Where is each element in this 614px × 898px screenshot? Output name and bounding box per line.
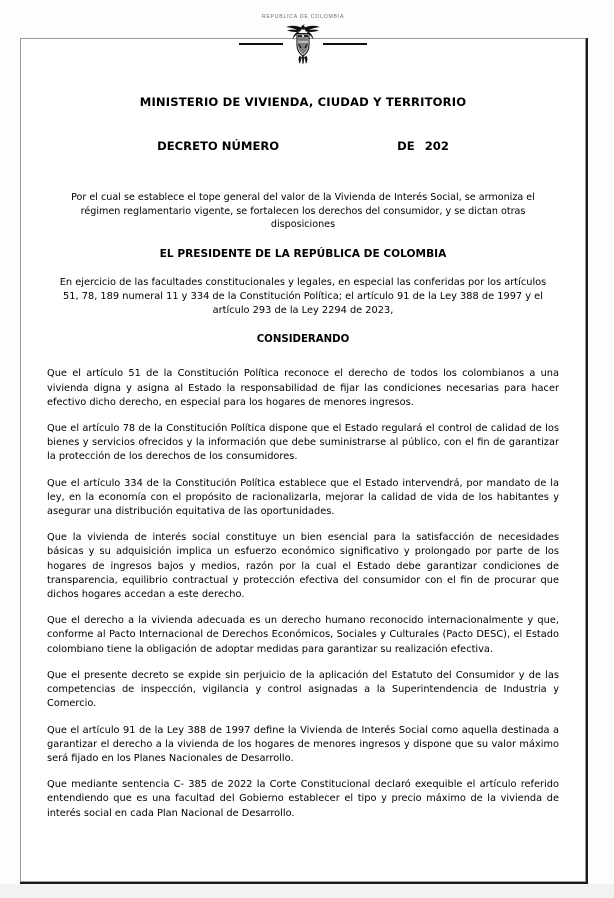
recital-paragraph: Que el presente decreto se expide sin perjuicio de la aplicación del Estatuto del Consumidor y de las competencias de inspección, vigilancia y control asignadas a la Superintendencia de Industria y Comercio.: [47, 669, 559, 710]
legal-faculties: En ejercicio de las facultades constitucionales y legales, en especial las conferidas por los artículos 51, 78, 189 numeral 11 y 334 de la Constitución Política; el artículo 91 de la Ley 388 de 1997 y el artículo 293 de la Ley 2294 de 2023,: [59, 276, 547, 317]
crest-rule-right: [323, 43, 367, 45]
viewer-background: [0, 884, 614, 898]
ministry-title: MINISTERIO DE VIVIENDA, CIUDAD Y TERRITORIO: [139, 95, 467, 109]
recital-paragraph: Que el artículo 51 de la Constitución Política reconoce el derecho de todos los colombianos a una vivienda digna y asigna al Estado la responsabilidad de fijar las condiciones necesarias para hacer efectivo dicho derecho, en especial para los hogares de menores ingresos.: [47, 368, 559, 408]
considering-heading: CONSIDERANDO: [256, 334, 350, 346]
document-content: [47, 95, 559, 821]
crest-rule-left: [239, 43, 283, 45]
decree-number-label: DECRETO NÚMERO: [157, 139, 280, 153]
colombia-coat-of-arms-icon: [283, 23, 323, 65]
authority-title: EL PRESIDENTE DE LA REPÚBLICA DE COLOMBIA: [159, 247, 447, 260]
decree-number-line: [47, 139, 559, 153]
masthead: [21, 15, 585, 65]
recital-paragraph: Que la vivienda de interés social constituye un bien esencial para la satisfacción de necesidades básicas y su adquisición implica un esfuerzo económico significativo y prolongado por parte de los hogares de ingresos bajos y medios, razón por la cual el Estado debe garantizar condiciones de transparencia, equilibrio contractual y protección efectiva del consumidor con el fin de procurar que dichos hogares accedan a este derecho.: [47, 532, 559, 601]
decree-subject: Por el cual se establece el tope general del valor de la Vivienda de Interés Social, se armoniza el régimen reglamentario vigente, se fortalecen los derechos del consumidor, y se dictan otras disposiciones: [71, 192, 535, 231]
recital-paragraph: Que el artículo 78 de la Constitución Política dispone que el Estado regulará el control de calidad de los bienes y servicios ofrecidos y la información que debe suministrarse al público, con el fin de garantizar la protección de los derechos de los consumidores.: [47, 423, 559, 463]
recital-paragraph: Que el artículo 91 de la Ley 388 de 1997 define la Vivienda de Interés Social como aquella destinada a garantizar el derecho a la vivienda de los hogares de menores ingresos y dispone que su valor máximo será fijado en los Planes Nacionales de Desarrollo.: [47, 724, 559, 764]
decree-year-value: 202: [424, 139, 449, 153]
republic-label: REPUBLICA DE COLOMBIA: [261, 14, 345, 20]
recital-paragraph: Que el derecho a la vivienda adecuada es un derecho humano reconocido internacionalmente y que, conforme al Pacto Internacional de Derechos Económicos, Sociales y Culturales (Pacto DESC), el Estado colombiano tiene la obligación de adoptar medidas para garantizar su realización efectiva.: [47, 615, 559, 655]
recital-list: [47, 367, 559, 820]
decree-de-label: DE: [397, 139, 415, 153]
document-page: [20, 14, 586, 882]
crest-row: [21, 23, 585, 65]
recital-paragraph: Que el artículo 334 de la Constitución Política establece que el Estado intervendrá, por mandato de la ley, en la economía con el propósito de racionalizarla, mejorar la calidad de vida de los habitantes y asegurar una distribución equitativa de las oportunidades.: [47, 477, 559, 518]
recital-paragraph: Que mediante sentencia C- 385 de 2022 la Corte Constitucional declaró exequible el artículo referido entendiendo que es una facultad del Gobierno establecer el tipo y precio máximo de la vivienda de interés social en cada Plan Nacional de Desarrollo.: [47, 779, 559, 819]
